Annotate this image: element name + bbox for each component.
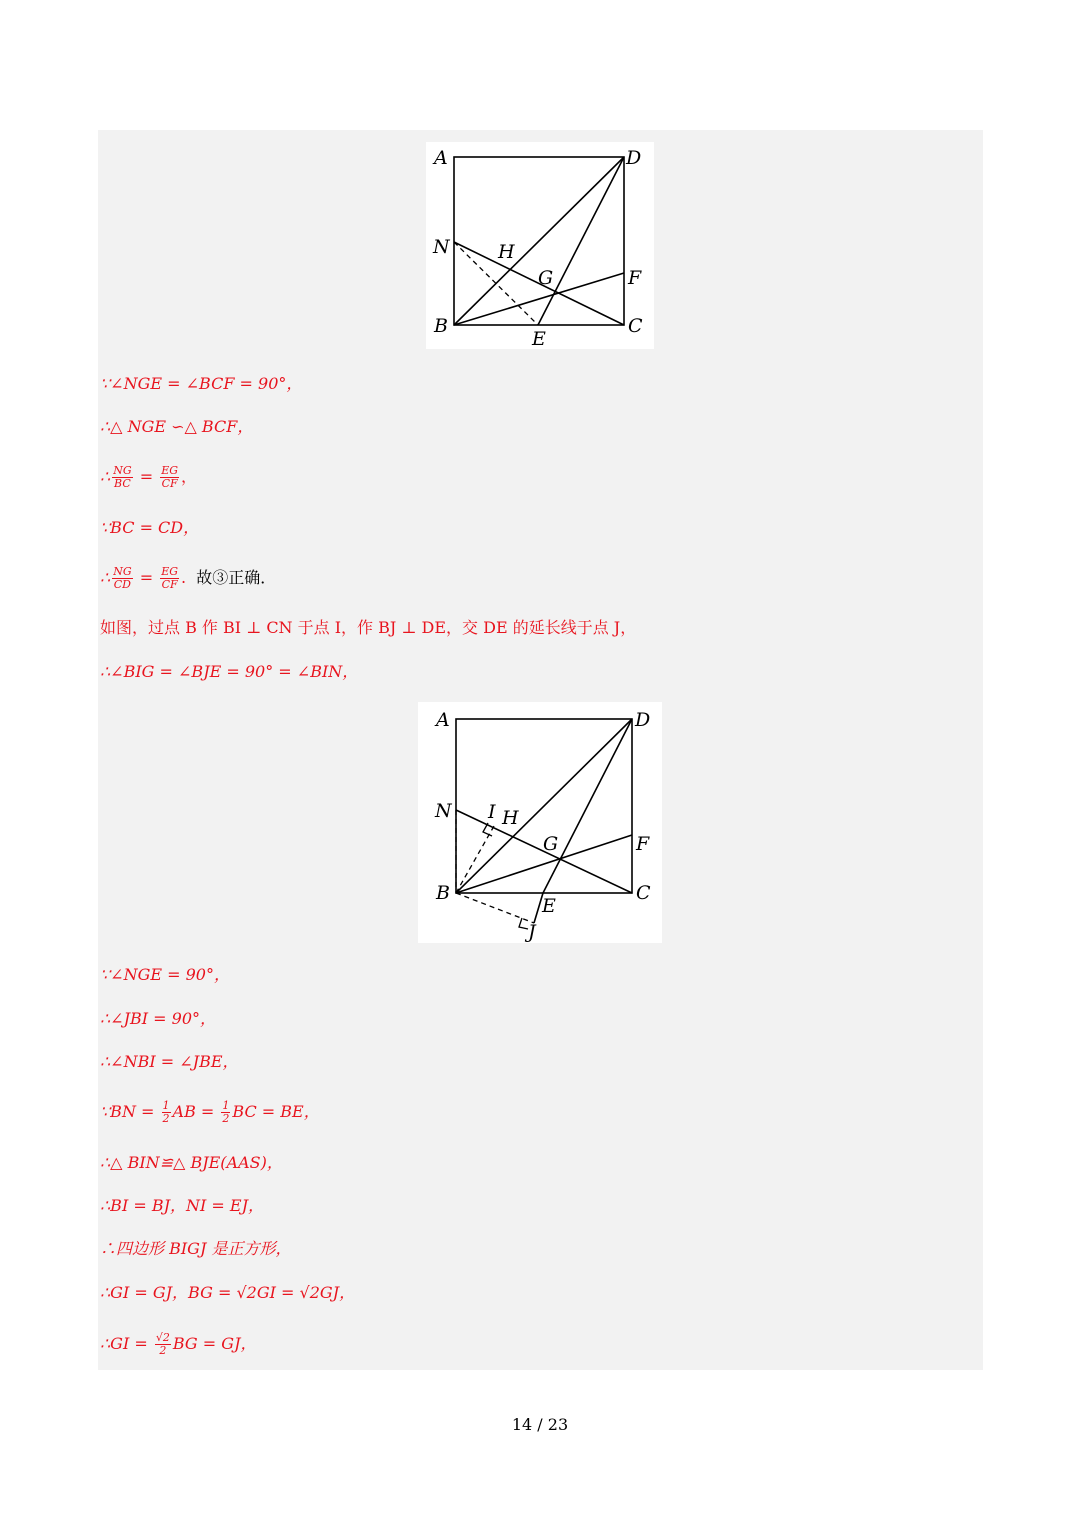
label-J: J	[528, 921, 536, 943]
step-line-1: ∵∠NGE = ∠BCF = 90°，	[100, 374, 303, 393]
label-N: N	[435, 800, 452, 822]
label-E: E	[532, 328, 546, 349]
label-B: B	[434, 315, 448, 337]
label-G: G	[538, 267, 554, 289]
label-D: D	[635, 709, 651, 731]
label-A: A	[436, 709, 450, 731]
step-line-15: ∴GI = GJ，BG = √2GI = √2GJ，	[100, 1283, 356, 1302]
geometry-figure-2	[418, 702, 662, 943]
step-line-6: 如图，过点 B 作 BI ⊥ CN 于点 I，作 BJ ⊥ DE，交 DE 的延长线于点 J，	[100, 618, 637, 637]
fraction-root2-over-2: $\frac{√2}{2}$	[155, 1331, 170, 1357]
fraction-eg-cf-2: $\frac{EG}{CF}$	[161, 565, 179, 591]
step-line-9: ∴∠JBI = 90°，	[100, 1009, 217, 1028]
fraction-half-1: $\frac{1}{2}$	[162, 1099, 170, 1125]
geometry-figure-1	[426, 142, 654, 349]
label-B: B	[436, 882, 450, 904]
step-line-2: ∴△ NGE ∽△ BCF，	[100, 417, 254, 436]
fraction-half-2: $\frac{1}{2}$	[222, 1099, 230, 1125]
label-N: N	[433, 236, 450, 258]
label-A: A	[434, 147, 448, 169]
step-line-14: ∴四边形 BIGJ 是正方形，	[100, 1239, 292, 1258]
step-line-8: ∵∠NGE = 90°，	[100, 965, 230, 984]
step-line-3: ∴ $\frac{NG}{BC}$ = $\frac{EG}{CF}$ ，	[100, 464, 198, 490]
step-line-16: ∴GI = $\frac{√2}{2}$ BG = GJ，	[100, 1331, 257, 1357]
page-number: 14 / 23	[511, 1415, 569, 1434]
step-line-11: ∵BN = $\frac{1}{2}$ AB = $\frac{1}{2}$ BC = BE，	[100, 1099, 320, 1125]
step-line-4: ∵BC = CD，	[100, 518, 200, 537]
step-line-13: ∴BI = BJ，NI = EJ，	[100, 1196, 265, 1215]
label-G: G	[543, 833, 559, 855]
step-line-10: ∴∠NBI = ∠JBE，	[100, 1052, 239, 1071]
label-E: E	[542, 895, 556, 917]
step-line-12: ∴△ BIN≌△ BJE(AAS)，	[100, 1153, 283, 1172]
label-F: F	[636, 833, 650, 855]
label-H: H	[502, 807, 519, 829]
step-line-5: ∴ $\frac{NG}{CD}$ = $\frac{EG}{CF}$ . 故③正确．	[100, 565, 277, 591]
label-H: H	[498, 241, 515, 263]
label-C: C	[628, 315, 643, 337]
fraction-ng-cd: $\frac{NG}{CD}$	[113, 565, 132, 591]
step-line-7: ∴∠BIG = ∠BJE = 90° = ∠BIN，	[100, 662, 359, 681]
label-I: I	[488, 801, 496, 823]
fraction-ng-bc: $\frac{NG}{BC}$	[113, 464, 132, 490]
fraction-eg-cf: $\frac{EG}{CF}$	[161, 464, 179, 490]
label-F: F	[628, 267, 642, 289]
therefore-symbol: ∴	[100, 467, 111, 486]
label-C: C	[636, 882, 651, 904]
label-D: D	[626, 147, 642, 169]
conclusion-text: 故③正确．	[196, 568, 277, 587]
